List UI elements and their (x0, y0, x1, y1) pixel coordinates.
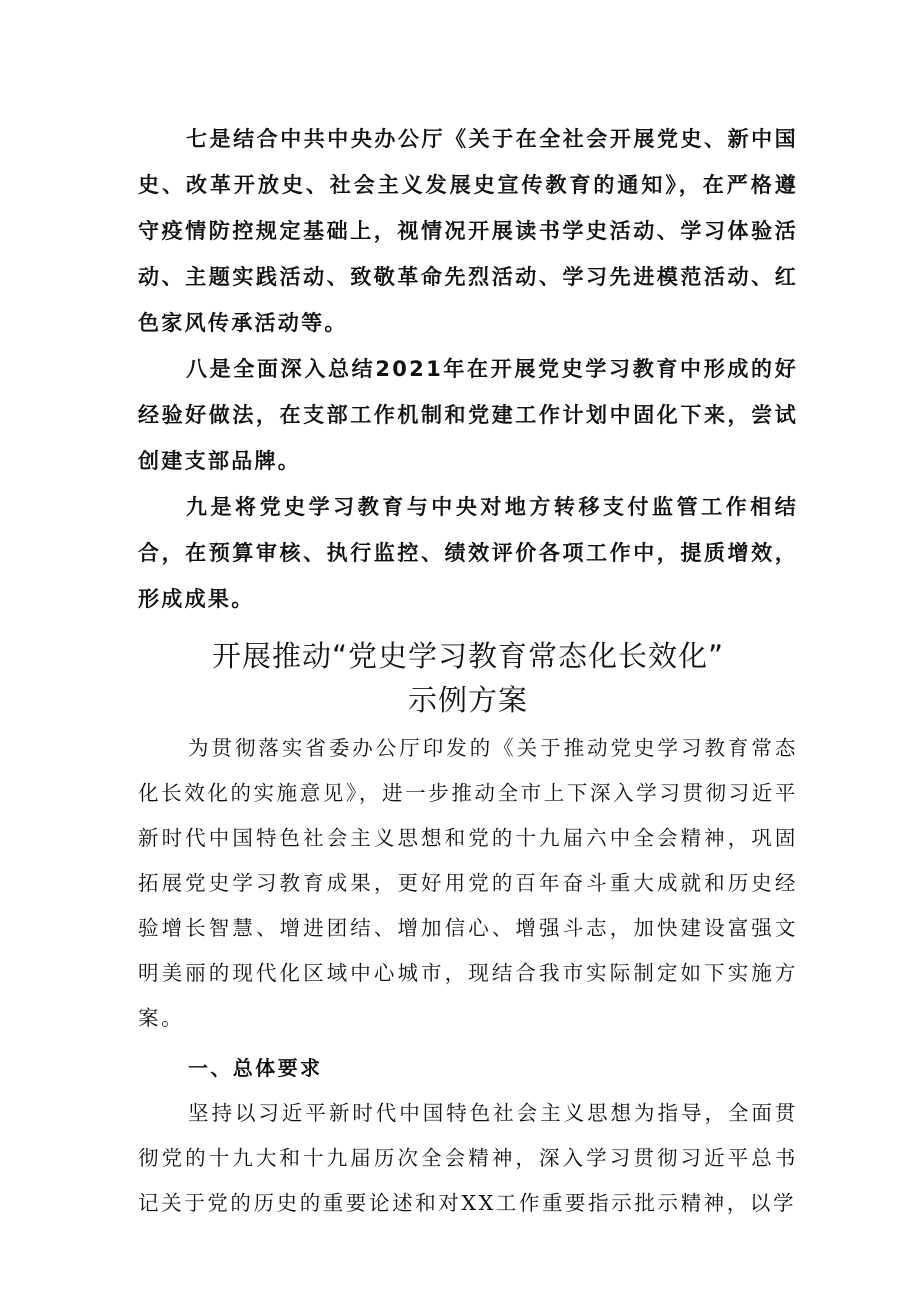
paragraph-item-9: 九是将党史学习教育与中央对地方转移支付监管工作相结合，在预算审核、执行监控、绩效评价各项工作中，提质增效，形成成果。 (138, 495, 798, 611)
document-title (138, 634, 798, 722)
intro-paragraph: 为贯彻落实省委办公厅印发的《关于推动党史学习教育常态化长效化的实施意见》，进一步推动全市上下深入学习贯彻习近平新时代中国特色社会主义思想和党的十九届六中全会精神，巩固拓展党史学习教育成果，更好用党的百年奋斗重大成就和历史经验增长智慧、增进团结、增加信心、增强斗志，加快建设富强文明美丽的现代化区域中心城市，现结合我市实际制定如下实施方案。 (138, 736, 798, 1030)
paragraph-item-7: 七是结合中共中央办公厅《关于在全社会开展党史、新中国史、改革开放史、社会主义发展史宣传教育的通知》，在严格遵守疫情防控规定基础上，视情况开展读书学史活动、学习体验活动、主题实践活动、致敬革命先烈活动、学习先进模范活动、红色家风传承活动等。 (138, 127, 798, 335)
title-line-1: 开展推动“党史学习教育常态化长效化” (211, 639, 725, 673)
paragraph-item-8: 八是全面深入总结2021年在开展党史学习教育中形成的好经验好做法，在支部工作机制和党建工作计划中固化下来，尝试创建支部品牌。 (138, 357, 798, 473)
document-page (138, 116, 798, 1226)
body-paragraph-1: 坚持以习近平新时代中国特色社会主义思想为指导，全面贯彻党的十九大和十九届历次全会精神，深入学习贯彻习近平总书记关于党的历史的重要论述和对XX工作重要指示批示精神，以学 (138, 1101, 798, 1215)
title-line-2: 示例方案 (407, 683, 528, 717)
section-heading-1: 一、总体要求 (188, 1056, 323, 1080)
